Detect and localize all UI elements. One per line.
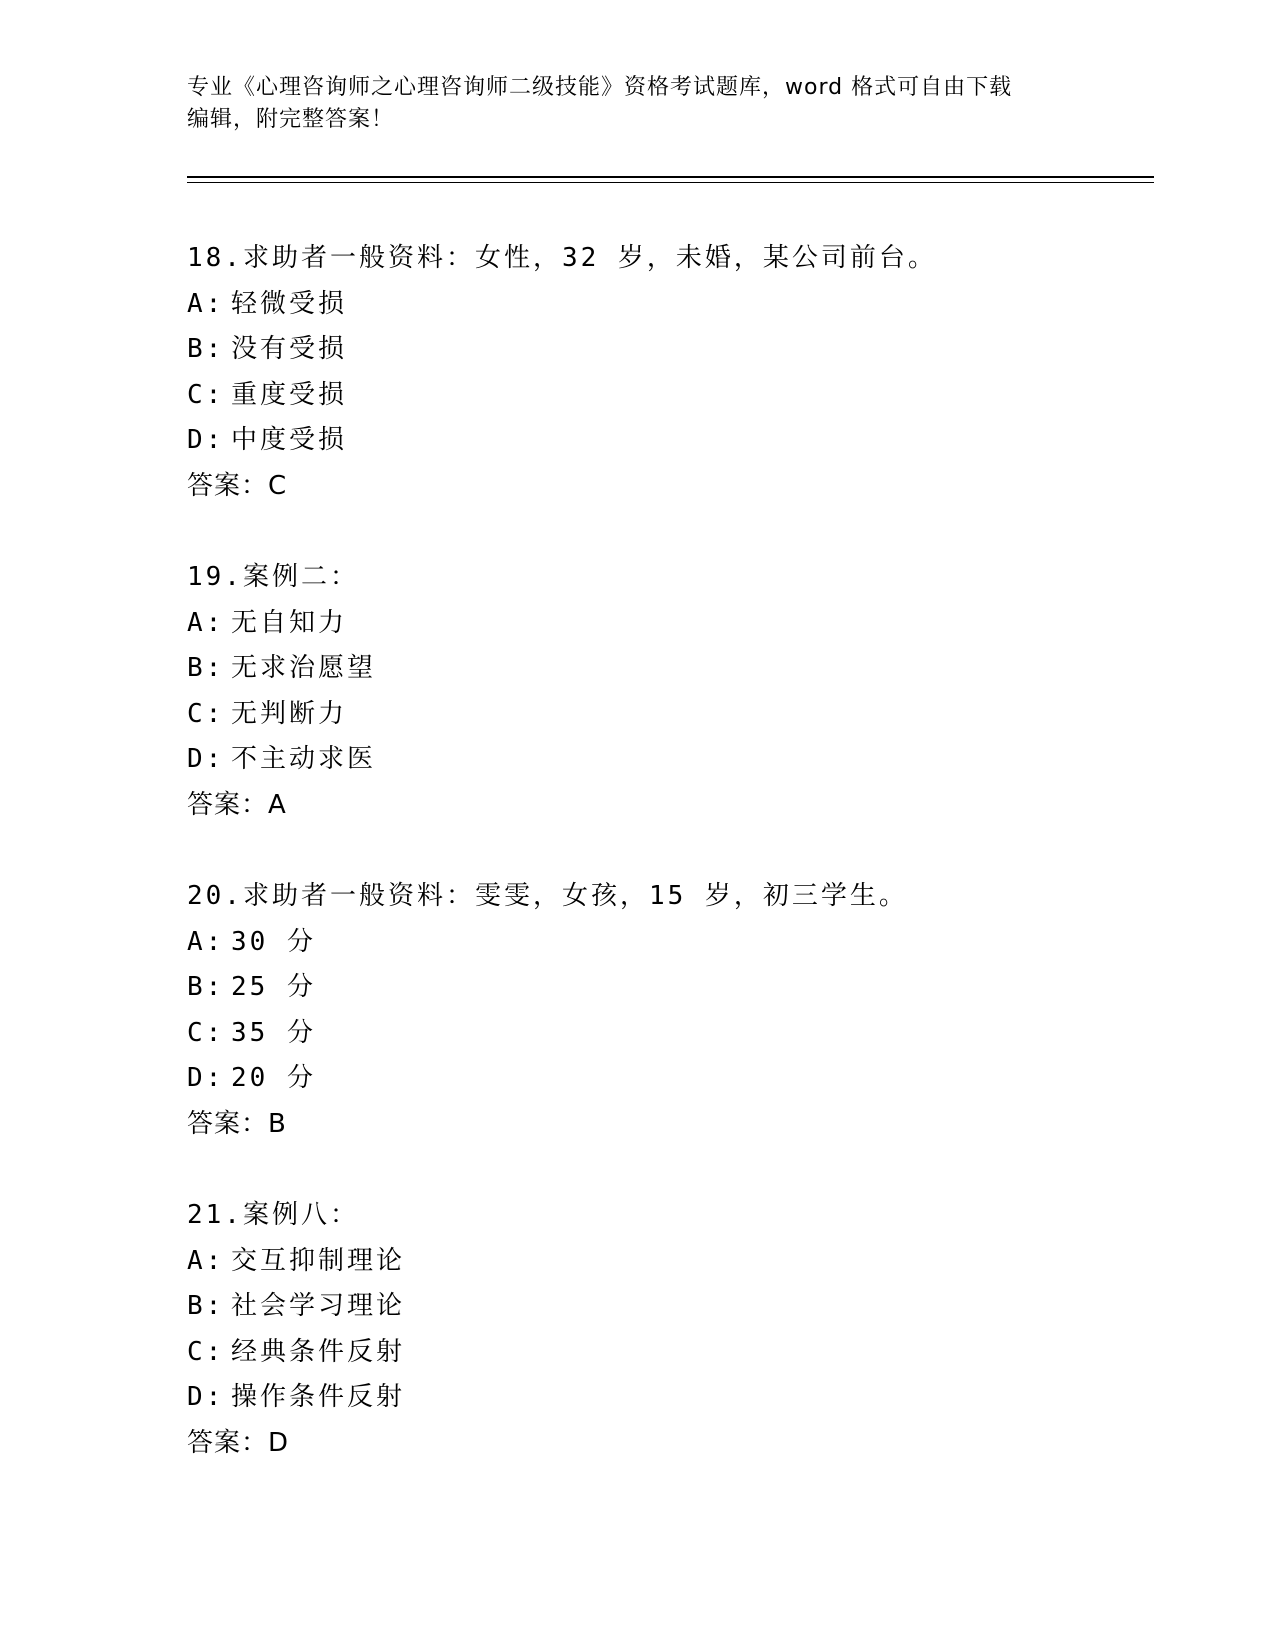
header-divider-thin — [187, 182, 1154, 183]
option-letter: D: — [187, 1063, 225, 1093]
answer-line: 答案：D — [187, 1427, 290, 1458]
document-header — [187, 72, 1067, 136]
question-title: 20.求助者一般资料：雯雯，女孩，15 岁，初三学生。 — [187, 881, 908, 911]
question-item — [187, 1193, 1147, 1466]
answer-line: 答案：A — [187, 789, 287, 820]
option-text: 中度受损 — [231, 425, 348, 455]
option-text: 无自知力 — [231, 607, 348, 638]
option-c — [187, 373, 1147, 419]
option-text: 25 分 — [231, 972, 316, 1002]
option-d — [187, 1375, 1147, 1421]
option-text: 操作条件反射 — [231, 1382, 406, 1412]
option-letter: A: — [187, 288, 225, 319]
option-text: 30 分 — [231, 926, 316, 957]
option-letter: A: — [187, 1245, 225, 1276]
option-letter: C: — [187, 379, 225, 410]
option-text: 交互抑制理论 — [231, 1245, 406, 1276]
option-a — [187, 920, 1147, 966]
option-letter: B: — [187, 972, 225, 1002]
header-line-2: 编辑，附完整答案！ — [187, 107, 395, 132]
question-title: 19.案例二： — [187, 562, 359, 592]
option-c — [187, 692, 1147, 738]
option-text: 经典条件反射 — [231, 1336, 406, 1367]
option-letter: B: — [187, 334, 225, 364]
option-a — [187, 1239, 1147, 1285]
question-item — [187, 874, 1147, 1147]
option-letter: A: — [187, 926, 225, 957]
answer-line: 答案：B — [187, 1108, 287, 1139]
answer-line: 答案：C — [187, 470, 288, 501]
header-divider-thick — [187, 176, 1154, 178]
option-text: 20 分 — [231, 1063, 316, 1093]
question-title: 18.求助者一般资料：女性，32 岁，未婚，某公司前台。 — [187, 243, 937, 273]
option-d — [187, 418, 1147, 464]
header-line-1: 专业《心理咨询师之心理咨询师二级技能》资格考试题库，word 格式可自由下载 — [187, 75, 1013, 100]
option-text: 轻微受损 — [231, 288, 348, 319]
option-c — [187, 1330, 1147, 1376]
option-letter: D: — [187, 425, 225, 455]
option-letter: D: — [187, 744, 225, 774]
option-b — [187, 646, 1147, 692]
option-letter: B: — [187, 1291, 225, 1321]
question-list — [187, 236, 1147, 1512]
option-letter: C: — [187, 1336, 225, 1367]
option-b — [187, 965, 1147, 1011]
question-item — [187, 236, 1147, 509]
option-a — [187, 282, 1147, 328]
option-text: 社会学习理论 — [231, 1291, 406, 1321]
option-c — [187, 1011, 1147, 1057]
option-text: 重度受损 — [231, 379, 348, 410]
option-b — [187, 327, 1147, 373]
option-text: 无求治愿望 — [231, 653, 377, 683]
question-item — [187, 555, 1147, 828]
option-a — [187, 601, 1147, 647]
option-text: 35 分 — [231, 1017, 316, 1048]
option-b — [187, 1284, 1147, 1330]
option-d — [187, 1056, 1147, 1102]
option-letter: B: — [187, 653, 225, 683]
option-text: 没有受损 — [231, 334, 348, 364]
option-letter: A: — [187, 607, 225, 638]
option-letter: D: — [187, 1382, 225, 1412]
option-text: 不主动求医 — [231, 744, 377, 774]
option-text: 无判断力 — [231, 698, 348, 729]
option-letter: C: — [187, 698, 225, 729]
option-d — [187, 737, 1147, 783]
option-letter: C: — [187, 1017, 225, 1048]
question-title: 21.案例八： — [187, 1200, 359, 1230]
